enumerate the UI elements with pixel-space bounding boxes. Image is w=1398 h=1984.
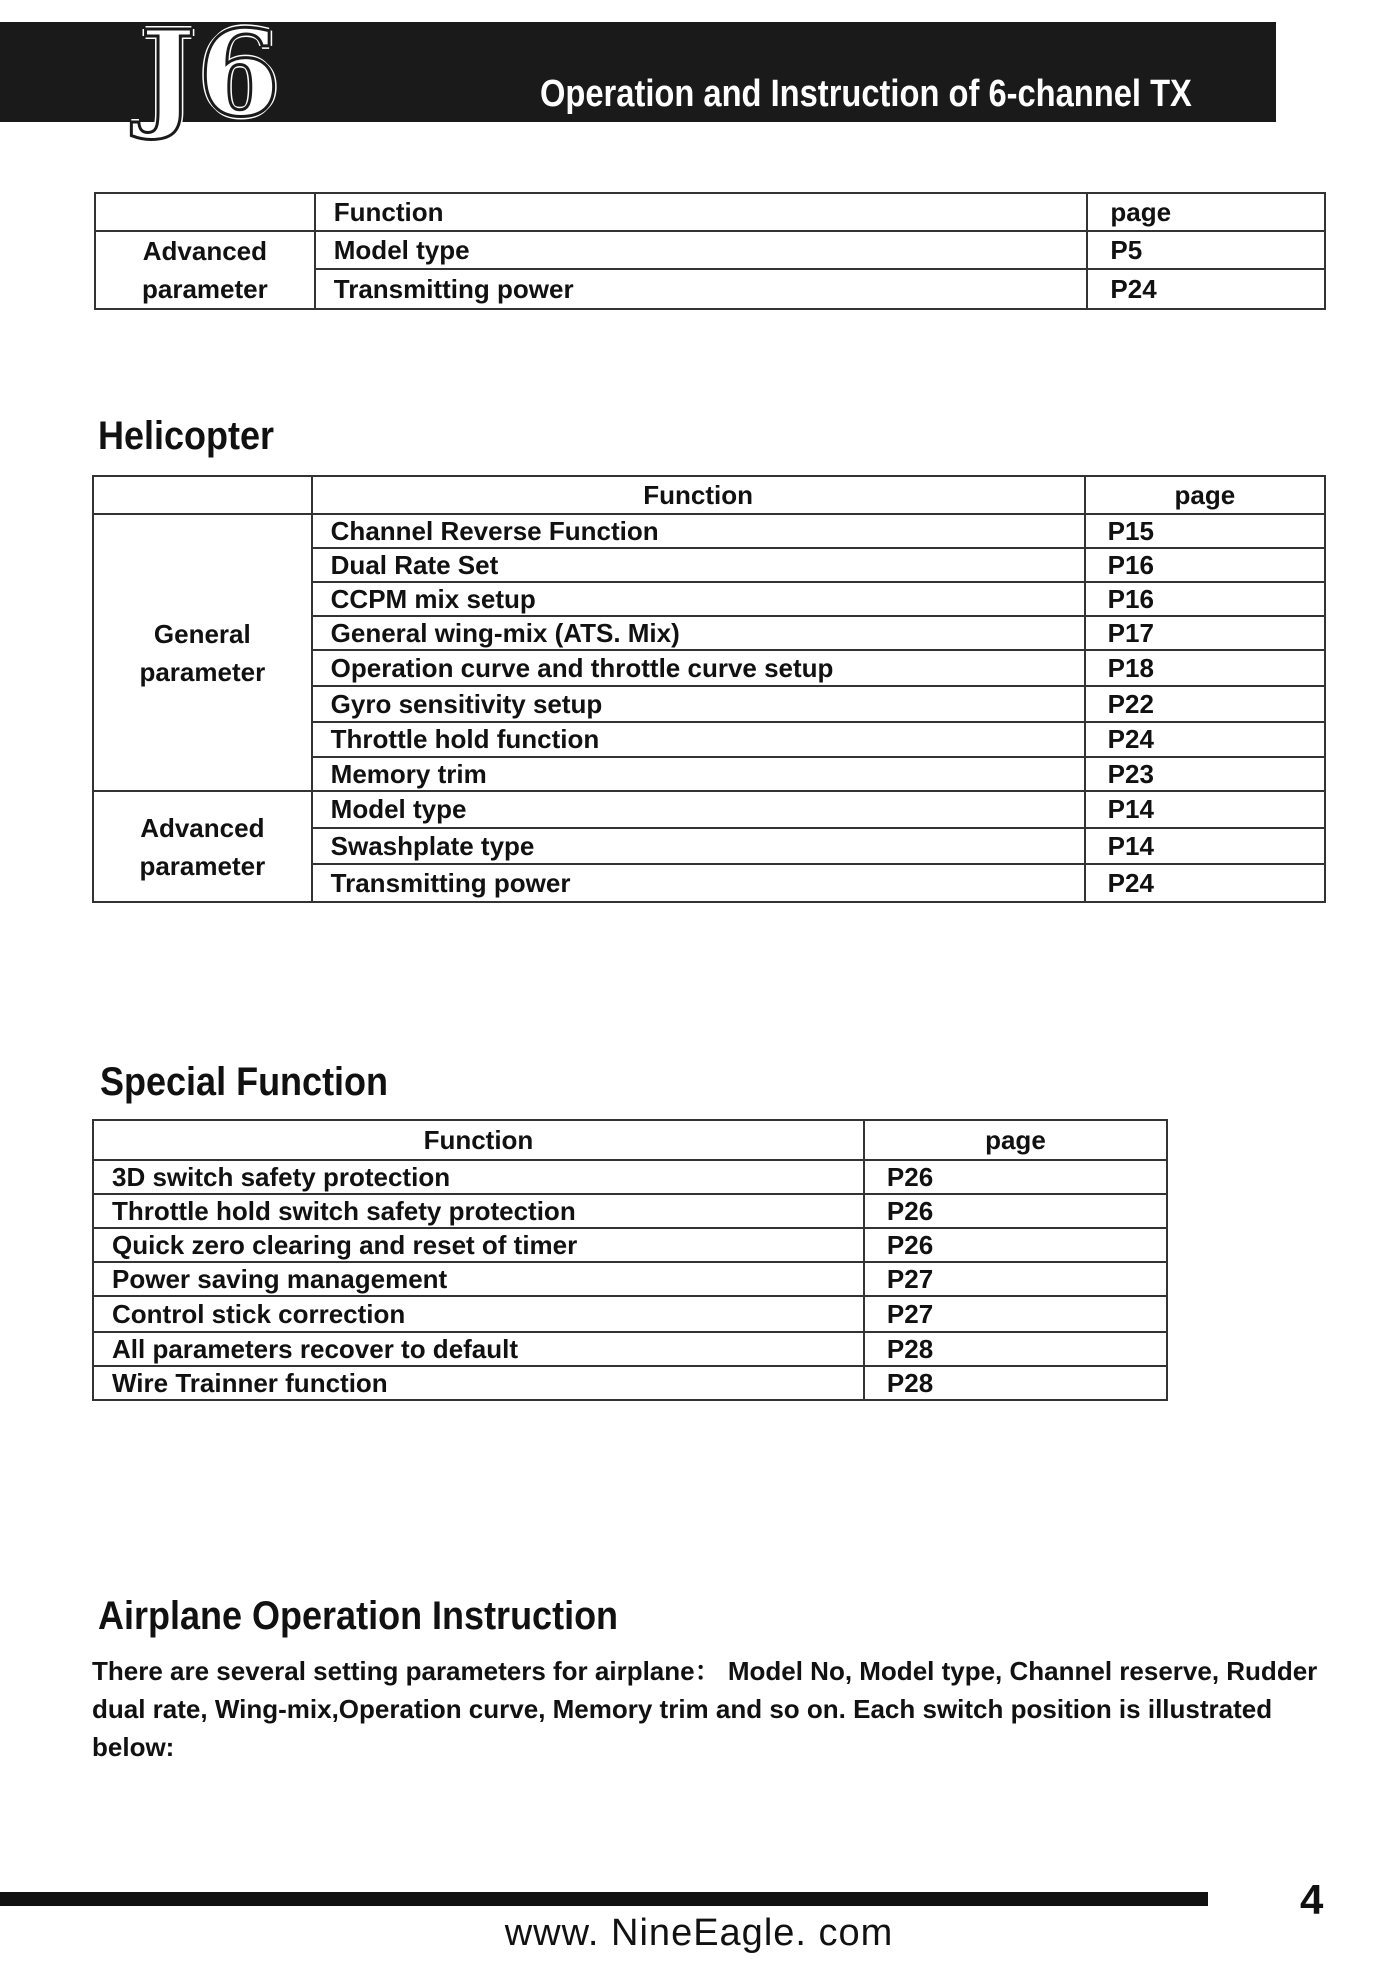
- function-header: Function: [315, 193, 1088, 231]
- page-cell: P23: [1085, 757, 1325, 791]
- page-cell: P26: [864, 1160, 1167, 1194]
- page-cell: P14: [1085, 828, 1325, 864]
- function-cell: Gyro sensitivity setup: [312, 686, 1085, 722]
- function-cell: Model type: [312, 791, 1085, 828]
- page-cell: P28: [864, 1332, 1167, 1366]
- function-cell: All parameters recover to default: [93, 1332, 864, 1366]
- page-cell: P24: [1087, 269, 1325, 309]
- helicopter-table: [92, 475, 1326, 903]
- function-header: Function: [312, 476, 1085, 514]
- function-cell: General wing-mix (ATS. Mix): [312, 616, 1085, 650]
- group-label-advanced: Advanced parameter: [93, 791, 312, 902]
- page-cell: P24: [1085, 722, 1325, 757]
- section-title-special-function: Special Function: [100, 1060, 389, 1104]
- page-cell: P22: [1085, 686, 1325, 722]
- page-cell: P17: [1085, 616, 1325, 650]
- function-cell: Throttle hold function: [312, 722, 1085, 757]
- function-cell: Memory trim: [312, 757, 1085, 791]
- page-cell: P26: [864, 1194, 1167, 1228]
- table-row: [93, 1160, 1167, 1194]
- header-bar: [0, 4, 1276, 143]
- table-header-row: [93, 1120, 1167, 1160]
- table-header-blank: [93, 476, 312, 514]
- page-cell: P18: [1085, 650, 1325, 686]
- page-cell: P28: [864, 1366, 1167, 1400]
- function-cell: Transmitting power: [315, 269, 1088, 309]
- page-cell: P5: [1087, 231, 1325, 269]
- function-cell: Transmitting power: [312, 864, 1085, 902]
- table-header-row: [95, 193, 1325, 231]
- page-number: 4: [1300, 1876, 1324, 1923]
- function-cell: Dual Rate Set: [312, 548, 1085, 582]
- group-label: Advanced parameter: [95, 231, 315, 309]
- table-row: [93, 1194, 1167, 1228]
- page-header: page: [1087, 193, 1325, 231]
- page-cell: P14: [1085, 791, 1325, 828]
- airplane-paragraph: There are several setting parameters for airplane： Model No, Model type, Channel reserve, Rudder dual rate, Wing-mix,Operation curve, Memory trim and so on. Each switch position is illustrated below:: [92, 1656, 1318, 1762]
- function-cell: Quick zero clearing and reset of timer: [93, 1228, 864, 1262]
- table-row: [93, 1296, 1167, 1332]
- function-cell: Swashplate type: [312, 828, 1085, 864]
- function-cell: Control stick correction: [93, 1296, 864, 1332]
- function-cell: 3D switch safety protection: [93, 1160, 864, 1194]
- table-row: [93, 1332, 1167, 1366]
- table-header-blank: [95, 193, 315, 231]
- page-cell: P26: [864, 1228, 1167, 1262]
- header-title: Operation and Instruction of 6-channel TX: [540, 73, 1192, 115]
- function-cell: Model type: [315, 231, 1088, 269]
- table-row: [93, 791, 1325, 828]
- top-table: [94, 192, 1326, 310]
- page-cell: P27: [864, 1296, 1167, 1332]
- function-header: Function: [93, 1120, 864, 1160]
- special-function-table: [92, 1119, 1168, 1401]
- function-cell: Power saving management: [93, 1262, 864, 1296]
- logo: J6: [140, 4, 282, 143]
- table-header-row: [93, 476, 1325, 514]
- footer-rule: [0, 1892, 1208, 1906]
- function-cell: Operation curve and throttle curve setup: [312, 650, 1085, 686]
- page-cell: P16: [1085, 548, 1325, 582]
- page-header: page: [864, 1120, 1167, 1160]
- footer-url: www. NineEagle. com: [504, 1912, 894, 1954]
- function-cell: Wire Trainner function: [93, 1366, 864, 1400]
- page-cell: P16: [1085, 582, 1325, 616]
- section-title-airplane: Airplane Operation Instruction: [98, 1594, 619, 1638]
- section-title-helicopter: Helicopter: [98, 414, 275, 458]
- page-cell: P15: [1085, 514, 1325, 548]
- table-row: [93, 514, 1325, 548]
- table-row: [95, 231, 1325, 269]
- page-cell: P24: [1085, 864, 1325, 902]
- page-header: page: [1085, 476, 1325, 514]
- function-cell: Throttle hold switch safety protection: [93, 1194, 864, 1228]
- table-row: [93, 1228, 1167, 1262]
- function-cell: CCPM mix setup: [312, 582, 1085, 616]
- function-cell: Channel Reverse Function: [312, 514, 1085, 548]
- page-cell: P27: [864, 1262, 1167, 1296]
- table-row: [93, 1366, 1167, 1400]
- group-label-general: General parameter: [93, 514, 312, 791]
- table-row: [93, 1262, 1167, 1296]
